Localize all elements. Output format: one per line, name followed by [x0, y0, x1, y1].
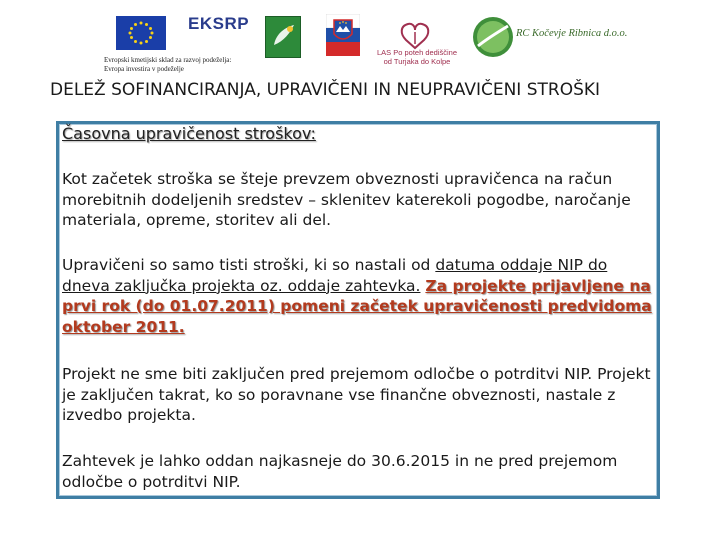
- las-name: [372, 48, 462, 66]
- paragraph-project-completion: Projekt ne sme biti zaključen pred prejemom odločbe o potrditvi NIP. Projekt je zaključen takrat, ko so poravnane vse finančne obveznosti, nastale z izvedbo projekta.: [62, 365, 651, 424]
- slide-subtitle: Časovna upravičenost stroškov:: [62, 124, 316, 143]
- eu-caption-line1: Evropski kmetijski sklad za razvoj podeželja:: [104, 56, 232, 64]
- eu-caption-line2: Evropa investira v podeželje: [104, 65, 184, 73]
- eu-flag-icon: [116, 16, 166, 50]
- paragraph-eligible-costs: [62, 255, 658, 337]
- paragraph-cost-start: Kot začetek stroška se šteje prevzem obveznosti upravičenca na račun morebitnih dodeljenih sredstev – sklenitev katerekoli pogodbe, naročanje materiala, opreme, storitev ali del.: [62, 170, 631, 229]
- eligible-period-text: datuma oddaje NIP do dneva zaključka projekta oz. oddaje zahtevka.: [62, 256, 608, 295]
- logo-bar: [0, 0, 720, 82]
- las-logo-icon: [370, 10, 460, 76]
- slide-title: DELEŽ SOFINANCIRANJA, UPRAVIČENI IN NEUPRAVIČENI STROŠKI: [50, 80, 601, 100]
- las-name-line1: LAS Po poteh dediščine: [376, 48, 458, 57]
- rc-name: RC Kočevje Ribnica d.o.o.: [516, 28, 628, 39]
- leader-logo-icon: [265, 16, 301, 58]
- slovenia-crest-icon: [326, 14, 360, 56]
- ekrp-logo: EKSRP: [188, 14, 250, 33]
- rc-logo-icon: [472, 16, 514, 58]
- las-name-line2: od Turjaka do Kolpe: [383, 57, 451, 66]
- first-deadline-highlight: Za projekte prijavljene na prvi rok (do 01.07.2011) pomeni začetek upravičenosti predvidoma oktober 2011.: [62, 276, 652, 336]
- paragraph-claim-deadline: Zahtevek je lahko oddan najkasneje do 30.6.2015 in ne pred prejemom odločbe o potrditvi NIP.: [62, 452, 618, 491]
- eligible-costs-text: Upravičeni so samo tisti stroški, ki so nastali od: [62, 256, 436, 274]
